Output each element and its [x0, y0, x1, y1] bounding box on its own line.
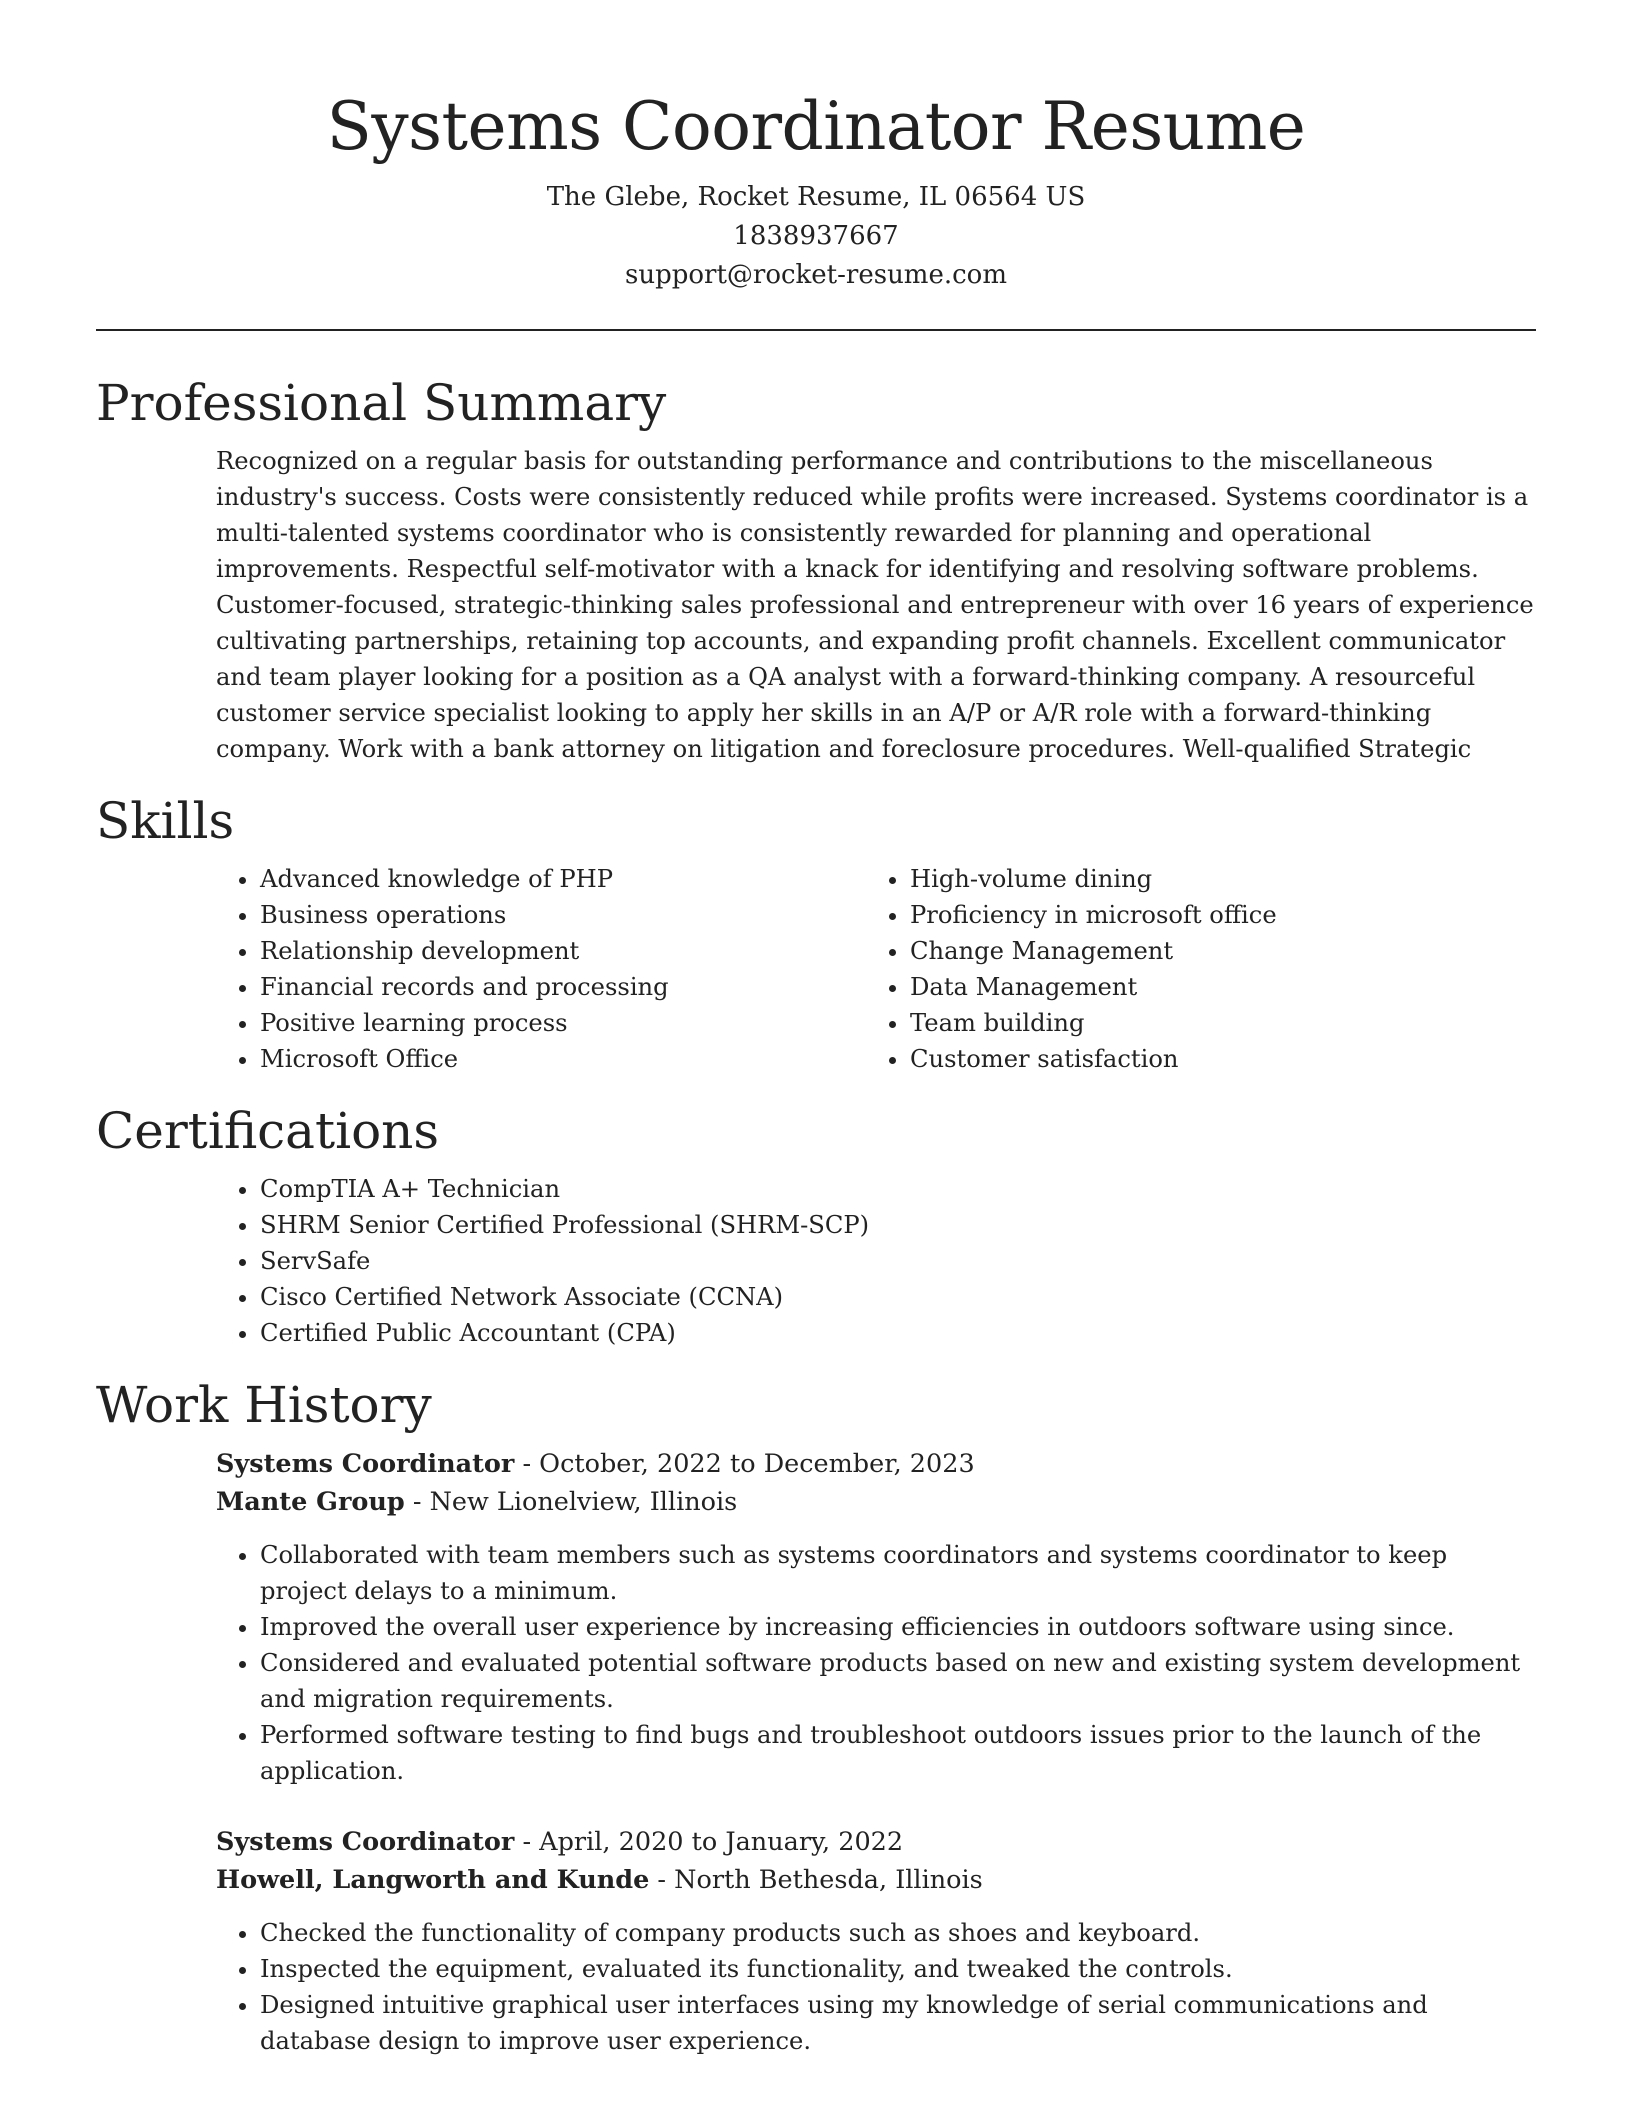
- list-item: • Performed software testing to find bugs and troubleshoot outdoors issues prior to the launch of the application.: [260, 1717, 1536, 1789]
- job-duties-list: [216, 1537, 1536, 1789]
- list-item: • Business operations: [260, 897, 866, 933]
- contact-email: support@rocket-resume.com: [624, 260, 1007, 290]
- resume-page: [96, 0, 1536, 2059]
- job-dates: - October, 2022 to December, 2023: [514, 1449, 975, 1479]
- list-item: • Considered and evaluated potential software products based on new and existing system development and migration requirements.: [260, 1645, 1536, 1717]
- skills-heading: Skills: [96, 792, 235, 850]
- skills-list-left: [216, 861, 866, 1077]
- list-item: • Microsoft Office: [260, 1041, 866, 1077]
- job-duties-list: [216, 1915, 1536, 2059]
- list-item: • Inspected the equipment, evaluated its functionality, and tweaked the controls.: [260, 1951, 1536, 1987]
- list-item: • Checked the functionality of company products such as shoes and keyboard.: [260, 1915, 1536, 1951]
- skills-column-left: [216, 861, 866, 1077]
- job-location: - New Lionelview, Illinois: [404, 1487, 738, 1517]
- skills-list-right: [866, 861, 1516, 1077]
- list-item: • CompTIA A+ Technician: [260, 1171, 1536, 1207]
- list-item: • Team building: [910, 1005, 1516, 1041]
- job-title-line: [216, 1823, 1536, 1861]
- list-item: • SHRM Senior Certified Professional (SHRM-SCP): [260, 1207, 1536, 1243]
- certifications-section: [96, 1099, 1536, 1351]
- job-company: Howell, Langworth and Kunde: [216, 1865, 650, 1895]
- contact-phone: 1838937667: [733, 221, 899, 251]
- job-title-line: [216, 1445, 1536, 1483]
- job-duties: [216, 1915, 1536, 2059]
- job-title: Systems Coordinator: [216, 1449, 515, 1479]
- job-location: - North Bethesda, Illinois: [649, 1865, 983, 1895]
- job-dates: - April, 2020 to January, 2022: [514, 1827, 904, 1857]
- header-divider: [96, 329, 1536, 331]
- list-item: • Advanced knowledge of PHP: [260, 861, 866, 897]
- work-history-heading: Work History: [96, 1376, 432, 1434]
- list-item: • Designed intuitive graphical user interfaces using my knowledge of serial communications and database design to improve user experience.: [260, 1987, 1536, 2059]
- list-item: • Customer satisfaction: [910, 1041, 1516, 1077]
- job-entry: [216, 1445, 1536, 1789]
- job-company-line: [216, 1861, 1536, 1899]
- list-item: • Certified Public Accountant (CPA): [260, 1315, 1536, 1351]
- contact-address: The Glebe, Rocket Resume, IL 06564 US: [546, 182, 1086, 212]
- list-item: • Positive learning process: [260, 1005, 866, 1041]
- job-entry: [216, 1823, 1536, 2059]
- certifications-body: [216, 1171, 1536, 1351]
- job-duties: [216, 1537, 1536, 1789]
- list-item: • Improved the overall user experience by increasing efficiencies in outdoors software using since.: [260, 1609, 1536, 1645]
- job-company: Mante Group: [216, 1487, 405, 1517]
- resume-title: Systems Coordinator Resume: [326, 88, 1306, 165]
- skills-grid: [216, 861, 1536, 1077]
- certifications-heading: Certifications: [96, 1102, 440, 1160]
- work-history-section: [96, 1373, 1536, 2059]
- summary-heading: Professional Summary: [96, 374, 667, 432]
- list-item: • Collaborated with team members such as systems coordinators and systems coordinator to keep project delays to a minimum.: [260, 1537, 1536, 1609]
- skills-column-right: [866, 861, 1516, 1077]
- resume-header: [96, 0, 1536, 295]
- skills-section: [96, 789, 1536, 1077]
- contact-info: [96, 178, 1536, 295]
- list-item: • Proficiency in microsoft office: [910, 897, 1516, 933]
- list-item: • Change Management: [910, 933, 1516, 969]
- summary-text: Recognized on a regular basis for outstanding performance and contributions to the miscellaneous industry's success. Costs were consistently reduced while profits were increased. Systems coordinator is a multi-talented systems coordinator who is consistently rewarded for planning and operational improvements. Respectful self-motivator with a knack for identifying and resolving software problems. Customer-focused, strategic-thinking sales professional and entrepreneur with over 16 years of experience cultivating partnerships, retaining top accounts, and expanding profit channels. Excellent communicator and team player looking for a position as a QA analyst with a forward-thinking company. A resourceful customer service specialist looking to apply her skills in an A/P or A/R role with a forward-thinking company. Work with a bank attorney on litigation and foreclosure procedures. Well-qualified Strategic: [216, 447, 1534, 763]
- list-item: • Financial records and processing: [260, 969, 866, 1005]
- list-item: • Data Management: [910, 969, 1516, 1005]
- job-title: Systems Coordinator: [216, 1827, 515, 1857]
- certifications-list: [216, 1171, 1536, 1351]
- job-company-line: [216, 1483, 1536, 1521]
- list-item: • ServSafe: [260, 1243, 1536, 1279]
- list-item: • High-volume dining: [910, 861, 1516, 897]
- list-item: • Relationship development: [260, 933, 866, 969]
- list-item: • Cisco Certified Network Associate (CCNA): [260, 1279, 1536, 1315]
- summary-section: [96, 371, 1536, 767]
